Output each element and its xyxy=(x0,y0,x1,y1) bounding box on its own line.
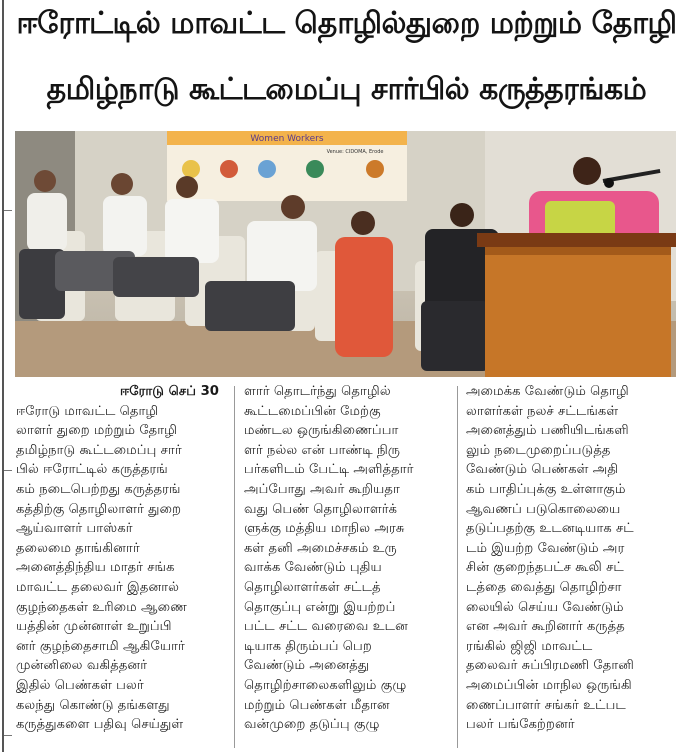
article-line: பர்களிடம் பேட்டி அளித்தார் xyxy=(244,462,414,478)
article-line: சின் குறைந்தபட்ச கூலி சட் xyxy=(466,560,624,576)
lectern xyxy=(477,233,676,377)
article-line: கம் நடைபெற்றது கருத்தரங் xyxy=(16,481,181,497)
article-line: லையில் செய்ய வேண்டும் xyxy=(466,599,624,615)
photo-illustration xyxy=(15,131,676,377)
article-line: தடுப்பதற்கு உடனடியாக சட் xyxy=(466,521,634,537)
article-line: தொழிலாளர்கள் சட்டத் xyxy=(244,579,381,595)
article-line: ளர் நல்ல என் பாண்டி நிரு xyxy=(244,442,401,458)
article-column-1 xyxy=(16,382,231,735)
article-line: கள் தனி அமைச்சகம் உரு xyxy=(244,540,397,556)
article-line: மாவட்ட தலைவர் இதனால் xyxy=(16,579,180,595)
article-line: ணைப்பாளர் சங்கர் உட்பட xyxy=(466,697,626,713)
article-line: வன்முறை தடுப்பு குழு xyxy=(244,717,380,733)
article-line: பில் ஈரோட்டில் கருத்தரங் xyxy=(16,462,168,478)
article-line: இதில் பெண்கள் பலர் xyxy=(16,677,144,693)
article-line: கருத்துகளை பதிவு செய்துள் xyxy=(16,717,184,733)
article-line: லாளர்கள் நலச் சட்டங்கள் xyxy=(466,403,619,419)
article-line: ளுக்கு மத்திய மாநில அரசு xyxy=(244,521,405,537)
banner-small-text: Venue: CIDOMA, Erode xyxy=(326,149,384,155)
article-line: கூட்டமைப்பின் மேற்கு xyxy=(244,403,381,419)
article-body xyxy=(0,382,685,752)
article-line: என அவர் கூறினார் கருத்த xyxy=(466,619,625,635)
article-line: வேண்டும் பெண்கள் அதி xyxy=(466,462,619,478)
article-line: குழந்தைகள் உரிமை ஆணை xyxy=(16,599,187,615)
article-line: லும் நடைமுறைப்படுத்த xyxy=(466,442,611,458)
article-line: மற்றும் பெண்கள் மீதான xyxy=(244,697,390,713)
article-line: அனைத்திந்திய மாதர் சங்க xyxy=(16,560,175,576)
article-line: ஆய்வாளர் பாஸ்கர் xyxy=(16,521,133,537)
news-photo xyxy=(15,131,676,377)
article-line: கத்திற்கு தொழிலாளர் துறை xyxy=(16,501,182,517)
article-line: தொழிற்சாலைகளிலும் குழு xyxy=(244,677,407,693)
article-line: கலந்து கொண்டு தங்களது xyxy=(16,697,170,713)
article-line: அனைத்தும் பணியிடங்களி xyxy=(466,423,629,439)
article-line: ஈரோடு மாவட்ட தொழி xyxy=(16,403,159,419)
banner-text: Women Workers xyxy=(250,134,324,144)
article-line: அமைக்க வேண்டும் தொழி xyxy=(466,384,629,399)
article-line: டத்தை வைத்து தொழிற்சா xyxy=(466,579,622,595)
article-line: டம் இயற்ற வேண்டும் அர xyxy=(466,540,625,556)
article-line: அமைப்பின் மாநில ஒருங்கி xyxy=(466,677,632,693)
article-line: வேண்டும் அனைத்து xyxy=(244,658,370,674)
article-line: தமிழ்நாடு கூட்டமைப்பு சார் xyxy=(16,442,182,458)
headline-line-1: ஈரோட்டில் மாவட்ட தொழில்துறை மற்றும் தோழி xyxy=(16,6,677,41)
article-line: னர் குழந்தைசாமி ஆகியோர் xyxy=(16,638,185,654)
article-line: டியாக திரும்பப் பெற xyxy=(244,638,372,654)
article-column-2 xyxy=(244,382,459,735)
dateline: ஈரோடு செப் 30 xyxy=(119,384,219,399)
article-line: அப்போது அவர் கூறியதா xyxy=(244,481,400,497)
article-line: முன்னிலை வகித்தனர் xyxy=(16,658,148,674)
article-line: ஆவணப் படுகொலையை xyxy=(466,501,621,517)
article-line: மண்டல ஒருங்கிணைப்பா xyxy=(244,423,399,439)
article-line: வாக்க வேண்டும் புதிய xyxy=(244,560,382,576)
article-line: கம் பாதிப்புக்கு உள்ளாகும் xyxy=(466,481,626,497)
article-line: ரங்கில் ஜிஜி மாவட்ட xyxy=(466,638,593,654)
article-line: தலைவர் சுப்பிரமணி தோனி xyxy=(466,658,635,674)
article-line: பட்ட சட்ட வரைவை உடன xyxy=(244,619,408,635)
article-line: தலைமை தாங்கினார் xyxy=(16,540,140,556)
article-line: ளார் தொடர்ந்து தொழில் xyxy=(244,384,391,399)
article-column-3 xyxy=(466,382,681,735)
article-line: வது பெண் தொழிலாளர்க் xyxy=(244,501,398,517)
rule-mark xyxy=(4,210,12,211)
article-line: தொகுப்பு என்று இயற்றப் xyxy=(244,599,396,615)
headline-line-2: தமிழ்நாடு கூட்டமைப்பு சார்பில் கருத்தரங்கம் xyxy=(46,72,647,107)
article-line: பலர் பங்கேற்றனர் xyxy=(466,717,575,733)
article-line: யத்தின் முன்னாள் உறுப்பி xyxy=(16,619,172,635)
article-line: லாளர் துறை மற்றும் தோழி xyxy=(16,423,178,439)
